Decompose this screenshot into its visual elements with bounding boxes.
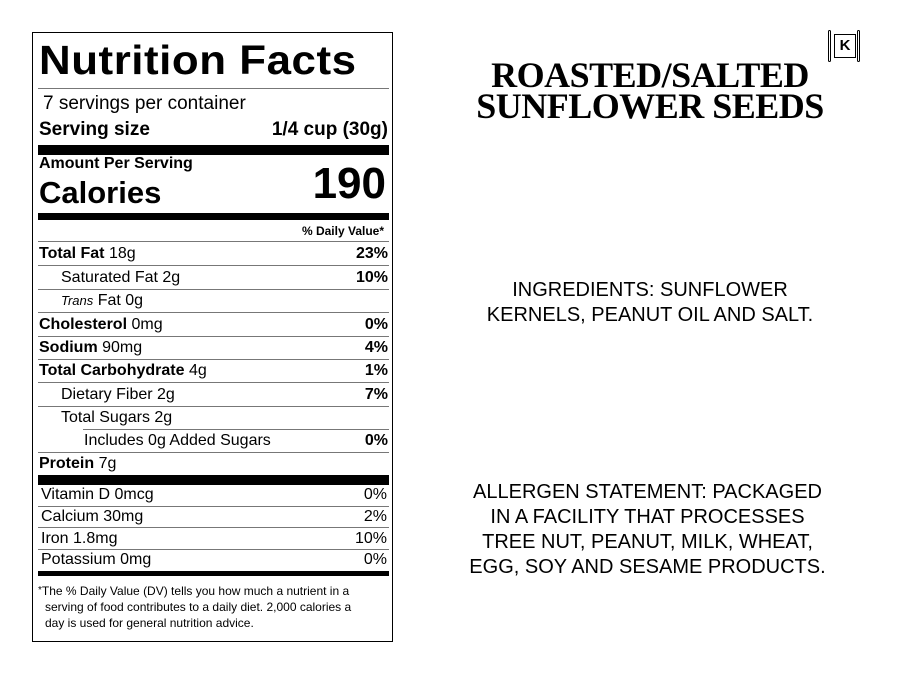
nutrient-row-protein (39, 452, 388, 475)
serving-size-row (39, 119, 388, 141)
nutrient-dv: 4% (364, 338, 388, 356)
kosher-letter: K (834, 34, 856, 58)
nutrient-amount: 2g (154, 408, 173, 426)
nutrient-amount: 2g (157, 385, 175, 403)
footnote-asterisk: * (38, 585, 42, 596)
nutrition-facts-panel (32, 32, 393, 642)
nutrient-row-total-sugars (61, 406, 388, 429)
nutrient-amount: 7g (98, 454, 117, 472)
ingredients-statement (445, 278, 855, 328)
scroll-right-bar (857, 30, 860, 62)
amount-per-serving: Amount Per Serving (39, 155, 193, 172)
allergen-line2: IN A FACILITY THAT PROCESSES (490, 506, 805, 528)
nutrient-name: Includes 0g Added Sugars (84, 431, 271, 449)
vitamin-dv: 0% (363, 485, 387, 503)
vitamin-dv: 10% (354, 529, 387, 547)
vitamin-row-potassium (41, 549, 387, 570)
nutrient-amount: Fat 0g (97, 291, 144, 309)
nutrient-dv: 10% (355, 268, 388, 286)
footnote-line: serving of food contributes to a daily diet. 2,000 calories a (45, 600, 352, 614)
ingredients-line1: INGREDIENTS: SUNFLOWER (512, 279, 788, 301)
vitamin-name: Calcium 30mg (41, 507, 144, 525)
nutrient-row-trans-fat (61, 289, 388, 312)
servings-per-container: 7 servings per container (43, 93, 246, 114)
nutrient-name: Sodium (39, 338, 98, 356)
serving-size-value: 1/4 cup (30g) (271, 119, 388, 140)
nutrient-name: Protein (39, 454, 95, 472)
vitamin-name: Iron 1.8mg (41, 529, 118, 547)
nutrient-name: Cholesterol (39, 315, 128, 333)
footnote-line: The % Daily Value (DV) tells you how much a nutrient in a (41, 584, 350, 598)
vitamin-dv: 0% (363, 550, 387, 568)
vitamin-name: Vitamin D 0mcg (41, 485, 154, 503)
nutrient-name: Total Carbohydrate (39, 361, 185, 379)
divider (38, 88, 389, 89)
medium-divider (38, 571, 389, 576)
nutrient-name: Trans (61, 292, 94, 308)
nutrient-name: Saturated Fat (61, 268, 158, 286)
daily-value-footnote (38, 583, 382, 631)
product-name (440, 55, 860, 126)
nutrient-dv: 7% (364, 385, 388, 403)
nutrient-name: Total Fat (39, 244, 105, 262)
medium-divider (38, 213, 389, 220)
nutrient-row-sodium (39, 336, 388, 359)
nutrient-dv: 0% (364, 315, 388, 333)
nutrient-amount: 4g (188, 361, 207, 379)
nutrition-facts-title: Nutrition Facts (39, 37, 357, 83)
vitamin-name: Potassium 0mg (41, 550, 152, 568)
vitamin-row-vitamin-d (41, 484, 387, 505)
nutrient-amount: 2g (162, 268, 181, 286)
nutrient-row-added-sugars (84, 429, 388, 452)
allergen-line3: TREE NUT, PEANUT, MILK, WHEAT, (482, 531, 813, 553)
nutrient-amount: 18g (108, 244, 136, 262)
allergen-line4: EGG, SOY AND SESAME PRODUCTS. (469, 556, 826, 578)
nutrient-row-total-carbohydrate (39, 359, 388, 382)
calories-value: 190 (312, 159, 386, 208)
calories-label: Calories (39, 175, 162, 210)
allergen-statement (435, 480, 860, 580)
nutrient-name: Dietary Fiber (61, 385, 153, 403)
nutrient-dv: 0% (364, 431, 388, 449)
nutrient-amount: 90mg (102, 338, 143, 356)
daily-value-header: % Daily Value* (301, 224, 384, 238)
nutrient-row-cholesterol (39, 313, 388, 336)
nutrient-row-saturated-fat (61, 266, 388, 289)
kosher-certification-icon (826, 30, 862, 64)
product-name-line1: ROASTED/SALTED (491, 55, 809, 95)
vitamin-row-calcium (41, 506, 387, 527)
nutrient-row-dietary-fiber (61, 383, 388, 406)
ingredients-line2: KERNELS, PEANUT OIL AND SALT. (486, 304, 814, 326)
allergen-line1: ALLERGEN STATEMENT: PACKAGED (473, 481, 822, 503)
nutrient-amount: 0mg (131, 315, 163, 333)
footnote-line: day is used for general nutrition advice. (45, 616, 254, 630)
vitamin-row-iron (41, 528, 387, 549)
nutrient-dv: 1% (364, 361, 388, 379)
product-name-line2: SUNFLOWER SEEDS (476, 86, 824, 126)
nutrient-dv: 23% (355, 244, 388, 262)
scroll-left-bar (828, 30, 831, 62)
thick-divider (38, 145, 389, 155)
nutrient-row-total-fat (39, 242, 388, 265)
nutrient-name: Total Sugars (61, 408, 150, 426)
vitamin-dv: 2% (363, 507, 387, 525)
serving-size-label: Serving size (39, 119, 150, 140)
